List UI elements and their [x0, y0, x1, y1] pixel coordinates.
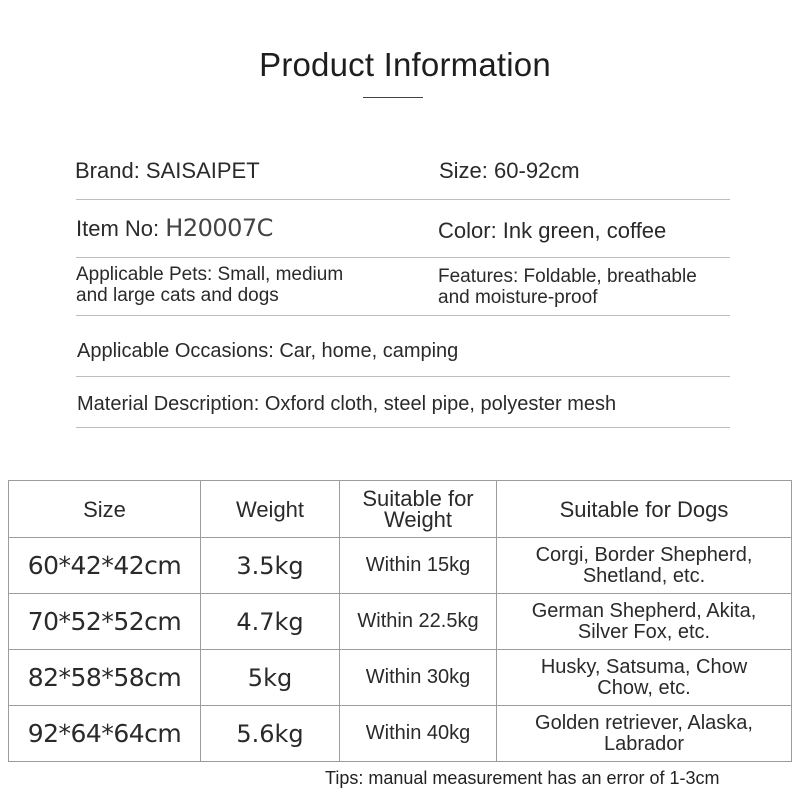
header-suitable-weight-line1: Suitable for — [362, 486, 474, 511]
header-size: Size — [9, 481, 201, 538]
cell-dogs — [497, 594, 792, 650]
info-features-line1: Features: Foldable, breathable — [438, 266, 697, 287]
cell-suitable-weight: Within 15kg — [340, 538, 497, 594]
info-material: Material Description: Oxford cloth, steel pipe, polyester mesh — [77, 393, 617, 415]
cell-size: 60*42*42cm — [9, 538, 201, 594]
page-title: Product Information — [259, 46, 551, 83]
info-color: Color: Ink green, coffee — [438, 218, 667, 243]
header-dogs: Suitable for Dogs — [497, 481, 792, 538]
divider — [76, 315, 730, 316]
cell-dogs-line2: Silver Fox, etc. — [577, 620, 711, 643]
info-pets-line1: Applicable Pets: Small, medium — [76, 264, 344, 285]
cell-dogs-line1: Husky, Satsuma, Chow — [540, 655, 748, 678]
info-item-no — [76, 214, 273, 242]
cell-suitable-weight: Within 22.5kg — [340, 594, 497, 650]
cell-suitable-weight: Within 40kg — [340, 706, 497, 762]
size-table — [8, 480, 792, 762]
cell-dogs — [497, 650, 792, 706]
cell-dogs-line1: Golden retriever, Alaska, — [535, 711, 753, 734]
info-applicable-pets — [76, 264, 343, 306]
cell-weight: 3.5kg — [201, 538, 340, 594]
cell-size: 82*58*58cm — [9, 650, 201, 706]
cell-weight: 5.6kg — [201, 706, 340, 762]
info-brand: Brand: SAISAIPET — [75, 158, 260, 183]
cell-weight: 5kg — [201, 650, 340, 706]
info-item-no-value: H20007C — [165, 214, 273, 242]
cell-dogs-line2: Chow, etc. — [597, 676, 691, 699]
header-suitable-weight — [340, 481, 497, 538]
cell-dogs-line2: Shetland, etc. — [582, 564, 706, 587]
header-suitable-weight-line2: Weight — [383, 507, 453, 532]
cell-dogs — [497, 706, 792, 762]
divider — [76, 427, 730, 428]
info-pets-line2: and large cats and dogs — [76, 285, 279, 306]
cell-size: 70*52*52cm — [9, 594, 201, 650]
info-occasions: Applicable Occasions: Car, home, camping — [77, 340, 459, 362]
table-header-row — [9, 481, 792, 538]
cell-weight: 4.7kg — [201, 594, 340, 650]
table-row — [9, 538, 792, 594]
table-row — [9, 594, 792, 650]
header-weight: Weight — [201, 481, 340, 538]
info-size: Size: 60-92cm — [439, 158, 580, 183]
divider — [76, 199, 730, 200]
cell-dogs-line1: German Shepherd, Akita, — [531, 599, 757, 622]
divider — [76, 257, 730, 258]
table-row — [9, 650, 792, 706]
tips-note: Tips: manual measurement has an error of 1-3cm — [325, 768, 720, 788]
divider — [76, 376, 730, 377]
cell-size: 92*64*64cm — [9, 706, 201, 762]
info-features — [438, 266, 697, 308]
info-features-line2: and moisture-proof — [438, 287, 598, 308]
cell-dogs — [497, 538, 792, 594]
table-row — [9, 706, 792, 762]
cell-suitable-weight: Within 30kg — [340, 650, 497, 706]
cell-dogs-line1: Corgi, Border Shepherd, — [535, 543, 753, 566]
info-item-no-label: Item No: — [76, 216, 160, 241]
title-underline — [363, 97, 423, 98]
cell-dogs-line2: Labrador — [603, 732, 685, 755]
